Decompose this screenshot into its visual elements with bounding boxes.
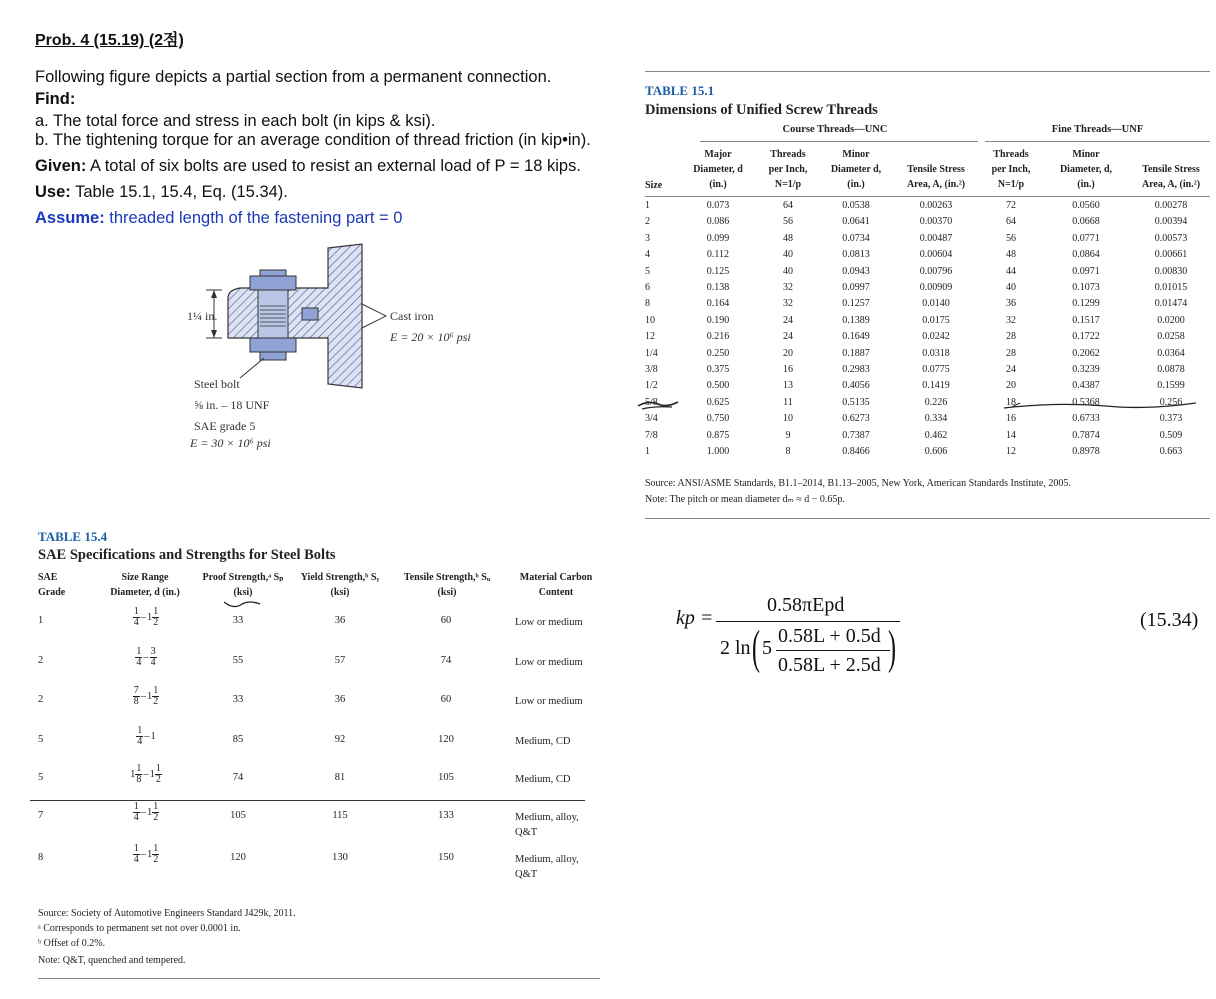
cell-tpi-f: 24	[1006, 364, 1016, 375]
cell-tsa-c: 0.00796	[919, 265, 953, 277]
cell-minor-f: 0.0771	[1072, 232, 1100, 244]
problem-title: Prob. 4 (15.19) (2점)	[35, 32, 184, 49]
handwritten-squiggle	[222, 598, 262, 610]
cell-minor-c: 0.0641	[842, 216, 870, 228]
cell-proof: 33	[232, 694, 244, 705]
cell-tsa-c: 0.0242	[922, 331, 950, 343]
range-dash: –	[140, 690, 146, 702]
cell-size: 3	[645, 232, 650, 244]
cell-size: 1/2	[645, 380, 658, 392]
cell-size: 4	[645, 249, 650, 261]
fraction	[135, 647, 142, 668]
cell-tensile: 120	[438, 734, 454, 745]
fraction-denominator: 2	[153, 696, 159, 707]
fraction	[152, 607, 159, 628]
eq-coef: 5	[762, 637, 772, 659]
cell-size: 1/4	[645, 347, 658, 359]
range-dash: –	[140, 848, 146, 860]
range-dash: –	[140, 611, 146, 623]
cell-tensile: 60	[440, 615, 452, 626]
cell-grade: 5	[38, 734, 44, 745]
cell-tpi-c: 13	[783, 380, 793, 392]
range-dash: –	[144, 730, 150, 742]
fraction	[152, 844, 159, 865]
cell-yield: 81	[334, 772, 346, 783]
bolt-size-label: ⅝ in. – 18 UNF	[194, 398, 270, 412]
table151-note: Note: The pitch or mean diameter dₘ ≈ d − 0.65p.	[645, 494, 845, 505]
eq-inner-denominator: 0.58L + 2.5d	[778, 654, 881, 676]
col-tsa-c: Tensile Stress Area, A, (in.²)	[906, 164, 966, 190]
cell-minor-f: 0.8978	[1072, 446, 1100, 457]
given-text: A total of six bolts are used to resist an external load of P = 18 kips.	[90, 157, 581, 175]
cell-tsa-c: 0.00487	[919, 232, 953, 244]
cell-size-range	[116, 686, 176, 707]
cell-tsa-c: 0.0775	[922, 364, 950, 375]
cell-tpi-f: 56	[1006, 232, 1016, 244]
cell-minor-c: 0.0538	[842, 200, 870, 211]
fraction-numerator: 1	[155, 763, 161, 774]
cell-material: Medium, alloy, Q&T	[515, 812, 579, 838]
cell-tsa-c: 0.462	[924, 429, 948, 441]
problem-intro: Following figure depicts a partial section from a permanent connection.	[35, 68, 552, 86]
fraction	[133, 607, 140, 628]
cell-proof: 55	[232, 655, 244, 666]
cell-material: Low or medium	[515, 617, 583, 628]
fraction-denominator: 4	[133, 854, 139, 865]
col-proof: Proof Strength,ᵃ Sₚ (ksi)	[202, 572, 284, 598]
cell-tpi-c: 56	[783, 216, 793, 228]
cell-size: 2	[645, 216, 650, 228]
cast-iron-modulus: E = 20 × 10⁶ psi	[390, 330, 471, 344]
cell-tensile: 105	[438, 772, 454, 783]
cell-minor-c: 0.4056	[842, 380, 870, 392]
fraction-numerator: 1	[137, 725, 143, 736]
col-size: Size	[645, 180, 663, 191]
cell-minor-c: 0.6273	[842, 413, 870, 425]
cell-tsa-f: 0.256	[1159, 396, 1183, 408]
cell-minor-f: 0.0560	[1072, 200, 1100, 211]
cell-size-range	[116, 844, 176, 865]
whole-part: 1	[130, 768, 136, 780]
cell-size: 1	[645, 446, 650, 457]
table154-source: Source: Society of Automotive Engineers Standard J429k, 2011.	[38, 908, 296, 919]
cell-tpi-f: 14	[1006, 429, 1016, 441]
cell-minor-c: 0.0943	[842, 265, 870, 277]
cell-tpi-c: 9	[785, 429, 791, 441]
table154-note: Note: Q&T, quenched and tempered.	[38, 955, 186, 966]
cell-minor-f: 0.2062	[1072, 347, 1100, 359]
cell-minor-c: 0.2983	[842, 364, 870, 375]
cell-proof: 74	[232, 772, 244, 783]
cell-tensile: 60	[440, 694, 452, 705]
cell-tpi-f: 16	[1006, 413, 1016, 425]
cell-size: 8	[645, 298, 650, 310]
col-tpi-f: Threads per Inch, N=1/p	[991, 149, 1031, 190]
col-grade: SAE Grade	[38, 572, 66, 598]
fraction-denominator: 4	[136, 657, 142, 668]
cell-minor-f: 0.1517	[1072, 314, 1100, 326]
table154-foot-a: ᵃ Corresponds to permanent set not over 0.0001 in.	[38, 923, 241, 934]
eq-number: (15.34)	[1140, 609, 1199, 631]
fraction-denominator: 8	[133, 696, 139, 707]
fraction-numerator: 3	[150, 646, 156, 657]
cell-tsa-f: 0.00278	[1154, 200, 1188, 211]
table151-source: Source: ANSI/ASME Standards, B1.1–2014, B1.13–2005, New York, American Standards Institute, 2005.	[645, 478, 1071, 489]
whole-part: 1	[147, 848, 153, 860]
steel-bolt-label: Steel bolt	[194, 377, 240, 391]
cell-major: 0.138	[706, 282, 730, 293]
fraction	[133, 802, 140, 823]
cell-minor-f: 0.4387	[1072, 380, 1100, 392]
cell-tsa-f: 0.509	[1159, 429, 1183, 441]
whole-part: 1	[149, 768, 155, 780]
cell-material: Low or medium	[515, 657, 583, 668]
cell-tpi-f: 28	[1006, 347, 1016, 359]
cell-tsa-c: 0.226	[924, 396, 948, 408]
cell-major: 0.750	[706, 413, 730, 425]
fraction	[133, 686, 140, 707]
cell-major: 1.000	[706, 446, 730, 457]
fraction-denominator: 2	[153, 854, 159, 865]
cell-proof: 33	[232, 615, 244, 626]
cell-size-range	[116, 607, 176, 628]
cell-tpi-c: 20	[783, 347, 793, 359]
cell-size: 3/4	[645, 413, 658, 425]
cell-proof: 85	[232, 734, 244, 745]
cell-minor-c: 0.8466	[842, 446, 870, 457]
fraction-numerator: 1	[133, 843, 139, 854]
cell-tsa-c: 0.1419	[922, 380, 950, 392]
fraction-numerator: 1	[153, 685, 159, 696]
bolt-nut	[250, 338, 296, 352]
cell-minor-f: 0.1722	[1072, 331, 1100, 343]
eq-lhs: kp =	[676, 607, 714, 629]
cell-tsa-f: 0.663	[1159, 446, 1183, 457]
cell-major: 0.375	[706, 364, 730, 375]
cell-tsa-f: 0.0364	[1157, 347, 1185, 359]
table154-title: SAE Specifications and Strengths for Steel Bolts	[38, 547, 336, 563]
use-label: Use:	[35, 183, 71, 201]
cell-tsa-c: 0.0140	[922, 298, 950, 310]
cell-tpi-f: 36	[1006, 298, 1016, 310]
fraction	[133, 844, 140, 865]
cell-grade: 7	[38, 810, 44, 821]
cell-size: 5/8	[645, 396, 658, 408]
cell-tsa-c: 0.00370	[919, 216, 953, 228]
cell-tpi-c: 48	[783, 232, 793, 244]
cell-minor-c: 0.0997	[842, 282, 870, 293]
cell-tpi-f: 40	[1006, 282, 1016, 293]
whole-part: 1	[147, 806, 153, 818]
cell-tsa-f: 0.00830	[1154, 265, 1188, 277]
cell-material: Medium, alloy, Q&T	[515, 854, 579, 880]
cell-major: 0.086	[706, 216, 730, 228]
cell-proof: 120	[230, 852, 246, 863]
col-minor-f: Minor Diameter, d, (in.)	[1059, 149, 1113, 190]
cell-major: 0.190	[706, 314, 730, 326]
fraction-numerator: 1	[133, 801, 139, 812]
cell-grade: 2	[38, 694, 44, 705]
cell-tsa-f: 0.1599	[1157, 380, 1185, 392]
cell-tpi-c: 11	[783, 396, 793, 408]
cell-tensile: 74	[440, 655, 452, 666]
cell-tsa-f: 0.0258	[1157, 331, 1185, 343]
bolted-connection-figure	[180, 238, 480, 398]
cell-tsa-c: 0.334	[924, 413, 948, 425]
fraction-denominator: 4	[133, 812, 139, 823]
cell-tsa-c: 0.606	[924, 446, 948, 457]
cell-tensile: 150	[438, 852, 454, 863]
cell-tpi-c: 32	[783, 282, 793, 293]
cell-tpi-f: 28	[1006, 331, 1016, 343]
fraction	[155, 764, 162, 785]
col-tensile: Tensile Strength,ᵇ Sᵤ (ksi)	[403, 572, 491, 598]
cell-tpi-f: 20	[1006, 380, 1016, 392]
cell-tsa-f: 0.01474	[1154, 298, 1188, 310]
eq-log: 2 ln	[720, 637, 751, 659]
fraction-numerator: 1	[136, 763, 142, 774]
cast-iron-label: Cast iron	[390, 309, 434, 323]
cell-tensile: 133	[438, 810, 454, 821]
cell-grade: 5	[38, 772, 44, 783]
cell-tpi-c: 40	[783, 265, 793, 277]
table154-number: TABLE 15.4	[38, 529, 108, 544]
cell-minor-c: 0.1389	[842, 314, 870, 326]
cell-yield: 36	[334, 615, 346, 626]
fraction-denominator: 4	[150, 657, 156, 668]
cell-major: 0.625	[706, 396, 730, 408]
cell-grade: 1	[38, 615, 44, 626]
table151-top-rule	[645, 71, 1210, 72]
find-a: a. The total force and stress in each bolt (in kips & ksi).	[35, 112, 436, 130]
cell-yield: 115	[332, 810, 348, 821]
given-line	[35, 157, 581, 176]
table154-foot-b: ᵇ Offset of 0.2%.	[38, 938, 106, 949]
col-size-range: Size Range Diameter, d (in.)	[110, 572, 180, 598]
cell-size-range	[116, 802, 176, 823]
cell-minor-f: 0.1073	[1072, 282, 1100, 293]
eq-right-paren: )	[888, 621, 896, 674]
eq-main-fraction-bar	[716, 621, 900, 622]
use-line	[35, 183, 288, 202]
cell-proof: 105	[230, 810, 246, 821]
cell-yield: 92	[334, 734, 346, 745]
assume-label: Assume:	[35, 209, 105, 227]
whole-part: 1	[150, 730, 156, 742]
fraction-numerator: 1	[136, 646, 142, 657]
cell-major: 0.216	[706, 331, 730, 343]
cell-size-range	[116, 647, 176, 668]
cell-major: 0.875	[706, 429, 730, 441]
table151-title: Dimensions of Unified Screw Threads	[645, 102, 878, 118]
cell-tpi-f: 12	[1006, 446, 1016, 457]
fraction-denominator: 8	[136, 774, 142, 785]
cell-minor-c: 0.1257	[842, 298, 870, 310]
cell-size: 7/8	[645, 429, 658, 441]
bolt-grade-label: SAE grade 5	[194, 419, 256, 433]
cell-minor-f: 0.0864	[1072, 249, 1100, 261]
fraction-numerator: 1	[153, 801, 159, 812]
cell-tsa-c: 0.00604	[919, 249, 953, 261]
cell-yield: 36	[334, 694, 346, 705]
cell-size: 5	[645, 265, 650, 277]
cell-tpi-c: 64	[783, 200, 793, 211]
cell-tsa-f: 0.00661	[1154, 249, 1188, 261]
cell-tpi-c: 24	[783, 331, 793, 343]
bolt-head	[250, 276, 296, 290]
col-tsa-f: Tensile Stress Area, A, (in.²)	[1141, 164, 1201, 190]
cell-tpi-f: 18	[1006, 396, 1016, 408]
cell-grade: 8	[38, 852, 44, 863]
whole-part: 1	[147, 611, 153, 623]
unc-group-header: Course Threads—UNC	[782, 124, 888, 135]
cell-tsa-f: 0.00573	[1154, 232, 1188, 244]
unf-group-header: Fine Threads—UNF	[1051, 124, 1144, 135]
fraction	[152, 686, 159, 707]
cell-yield: 130	[332, 852, 348, 863]
cell-size: 1	[645, 200, 650, 211]
find-label: Find:	[35, 90, 76, 108]
cell-size: 3/8	[645, 364, 658, 375]
cell-tsa-c: 0.0318	[922, 347, 950, 359]
fraction	[135, 764, 142, 785]
cell-minor-c: 0.5135	[842, 396, 870, 408]
col-material: Material Carbon Content	[519, 572, 593, 598]
eq-inner-numerator: 0.58L + 0.5d	[778, 625, 881, 647]
cell-tpi-c: 16	[783, 364, 793, 375]
cast-iron-part	[228, 244, 362, 388]
fraction-numerator: 1	[133, 606, 139, 617]
fraction	[152, 802, 159, 823]
cell-minor-f: 0.7874	[1072, 429, 1100, 441]
cell-tsa-c: 0.00909	[919, 282, 953, 293]
cell-tpi-f: 48	[1006, 249, 1016, 261]
assume-line	[35, 209, 402, 228]
cell-tpi-f: 72	[1006, 200, 1016, 211]
table151-number: TABLE 15.1	[645, 83, 715, 98]
cell-major: 0.500	[706, 380, 730, 392]
col-major: Major Diameter, d (in.)	[693, 149, 743, 190]
cell-tsa-f: 0.00394	[1154, 216, 1188, 228]
bolt-modulus: E = 30 × 10⁶ psi	[190, 436, 271, 450]
col-minor-c: Minor Diameter d, (in.)	[830, 149, 882, 190]
cell-tpi-c: 24	[783, 314, 793, 326]
given-label: Given:	[35, 157, 87, 175]
col-tpi-c: Threads per Inch, N=1/p	[768, 149, 808, 190]
cell-tsa-f: 0.0200	[1157, 314, 1185, 326]
cell-minor-c: 0.7387	[842, 429, 870, 441]
fraction-numerator: 1	[153, 606, 159, 617]
cell-size: 12	[645, 331, 655, 343]
cell-tpi-c: 10	[783, 413, 793, 425]
cell-minor-f: 0.3239	[1072, 364, 1100, 375]
cell-major: 0.164	[706, 298, 730, 310]
cell-yield: 57	[334, 655, 346, 666]
cell-tpi-c: 8	[785, 446, 791, 457]
fraction-numerator: 7	[133, 685, 139, 696]
fraction-numerator: 1	[153, 843, 159, 854]
cell-tsa-f: 0.01015	[1154, 282, 1188, 293]
fraction-denominator: 4	[137, 736, 143, 747]
use-text: Table 15.1, 15.4, Eq. (15.34).	[75, 183, 288, 201]
cell-minor-f: 0.5368	[1072, 396, 1100, 408]
cell-material: Low or medium	[515, 696, 583, 707]
cell-size-range	[116, 726, 176, 747]
eq-left-paren: (	[752, 621, 760, 674]
cell-tpi-c: 32	[783, 298, 793, 310]
eq-numerator: 0.58πEpd	[767, 594, 845, 616]
col-yield: Yield Strength,ᵇ Sᵧ (ksi)	[300, 572, 380, 598]
cell-major: 0.250	[706, 347, 730, 359]
cell-grade: 2	[38, 655, 44, 666]
fraction-denominator: 2	[153, 812, 159, 823]
cell-minor-f: 0.1299	[1072, 298, 1100, 310]
cell-size: 10	[645, 314, 655, 326]
cell-minor-c: 0.1887	[842, 347, 870, 359]
range-dash: –	[143, 651, 149, 663]
cell-minor-f: 0.6733	[1072, 413, 1100, 425]
fraction-denominator: 4	[133, 617, 139, 628]
cell-material: Medium, CD	[515, 774, 571, 785]
fraction-denominator: 2	[153, 617, 159, 628]
cell-minor-c: 0.0813	[842, 249, 870, 261]
cell-material: Medium, CD	[515, 736, 571, 747]
cell-tpi-f: 32	[1006, 314, 1016, 326]
find-b: b. The tightening torque for an average condition of thread friction (in kip•in).	[35, 131, 591, 149]
assume-text: threaded length of the fastening part = 0	[109, 209, 403, 227]
fraction-denominator: 2	[155, 774, 161, 785]
eq-inner-fraction-bar	[776, 650, 890, 651]
cell-size: 6	[645, 282, 650, 293]
fraction	[136, 726, 143, 747]
cell-major: 0.073	[706, 200, 730, 211]
dimension-label: 1¼ in.	[187, 309, 218, 323]
cell-size-range	[116, 764, 176, 785]
cell-minor-f: 0.0971	[1072, 265, 1100, 277]
handwritten-underline	[636, 392, 1211, 416]
cell-minor-c: 0.0734	[842, 232, 870, 244]
fraction	[150, 647, 157, 668]
whole-part: 1	[147, 690, 153, 702]
cell-tsa-c: 0.00263	[919, 200, 953, 211]
cell-tpi-c: 40	[783, 249, 793, 261]
cell-tsa-c: 0.0175	[922, 314, 950, 326]
cell-tpi-f: 44	[1006, 265, 1016, 277]
cell-major: 0.099	[706, 232, 730, 244]
cell-major: 0.112	[706, 249, 730, 261]
cell-tpi-f: 64	[1006, 216, 1016, 228]
range-dash: –	[143, 768, 149, 780]
cell-tsa-f: 0.373	[1159, 413, 1183, 425]
cell-minor-f: 0.0668	[1072, 216, 1100, 228]
cell-major: 0.125	[706, 265, 730, 277]
cell-tsa-f: 0.0878	[1157, 364, 1185, 375]
cell-minor-c: 0.1649	[842, 331, 870, 343]
range-dash: –	[140, 806, 146, 818]
